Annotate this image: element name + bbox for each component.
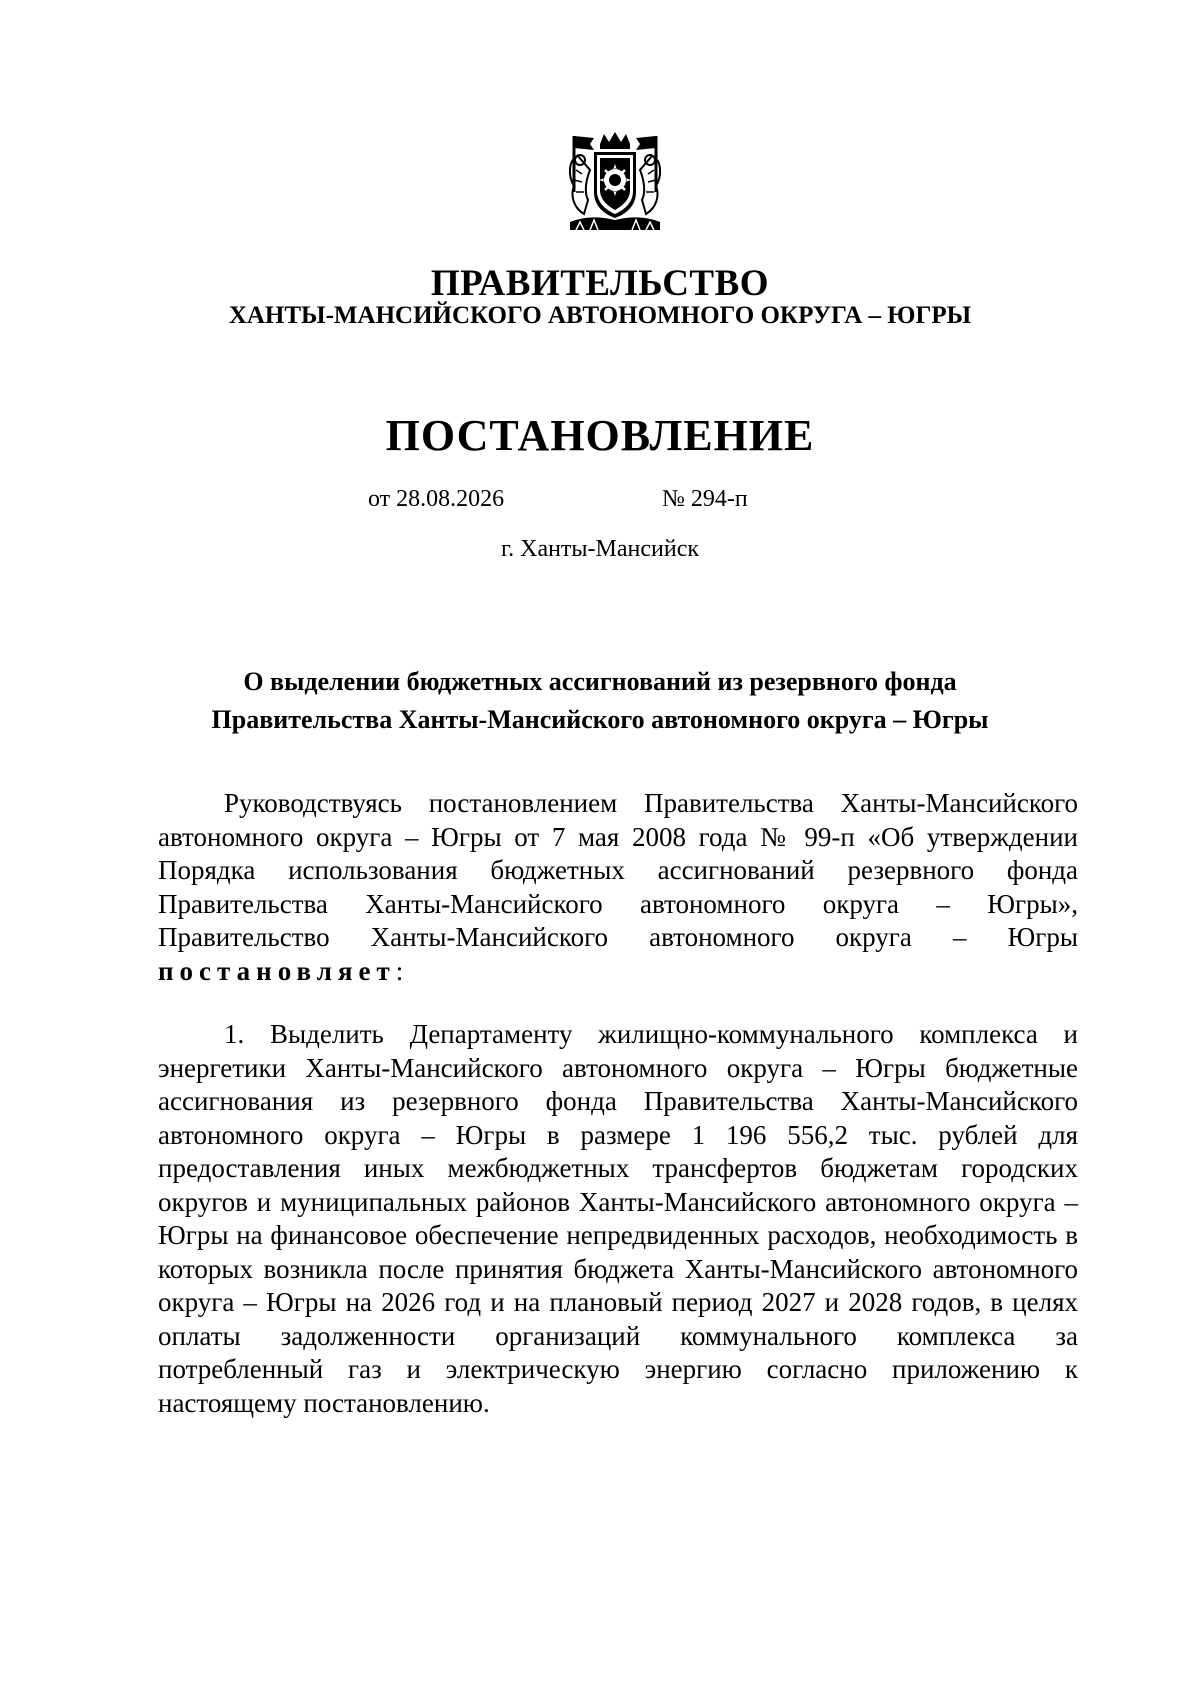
region-heading: ХАНТЫ-МАНСИЙСКОГО АВТОНОМНОГО ОКРУГА – ЮГРЫ <box>228 302 972 329</box>
document-title <box>0 663 1200 739</box>
title-line-1: О выделении бюджетных ассигнований из резервного фонда <box>243 667 957 696</box>
document-city: г. Ханты-Мансийск <box>500 536 700 562</box>
document-number: № 294-п <box>662 486 748 512</box>
document-date: от 28.08.2026 <box>368 486 505 512</box>
item-1-paragraph: 1. Выделить Департаменту жилищно-коммунального комплекса и энергетики Ханты-Мансийского автономного округа – Югры бюджетные ассигнования из резервного фонда Правительства Ханты-Мансийского автономного округа – Югры в размере 1 196 556,2 тыс. рублей для предоставления иных межбюджетных трансфертов бюджетам городских округов и муниципальных районов Ханты-Мансийского автономного округа – Югры на финансовое обеспечение непредвиденных расходов, необходимость в которых возникла после принятия бюджета Ханты-Мансийского автономного округа – Югры на 2026 год и на плановый период 2027 и 2028 годов, в целях оплаты задолженности организаций коммунального комплекса за потребленный газ и электрическую энергию согласно приложению к настоящему постановлению. <box>158 1019 1078 1418</box>
document-type: ПОСТАНОВЛЕНИЕ <box>385 411 815 460</box>
coat-of-arms-icon <box>560 130 670 238</box>
preamble-paragraph <box>158 787 1078 988</box>
title-line-2: Правительства Ханты-Мансийского автономного округа – Югры <box>211 705 989 734</box>
resolves-colon: : <box>395 955 404 986</box>
resolves-word: постановляет <box>158 955 396 986</box>
preamble-text: Руководствуясь постановлением Правительства Ханты-Мансийского автономного округа – Югры от 7 мая 2008 года № 99-п «Об утверждении Порядка использования бюджетных ассигнований резервного фонда Правительства Ханты-Мансийского автономного округа – Югры», Правительство Ханты-Мансийского автономного округа – Югры <box>158 788 1078 952</box>
government-heading: ПРАВИТЕЛЬСТВО <box>430 263 770 304</box>
